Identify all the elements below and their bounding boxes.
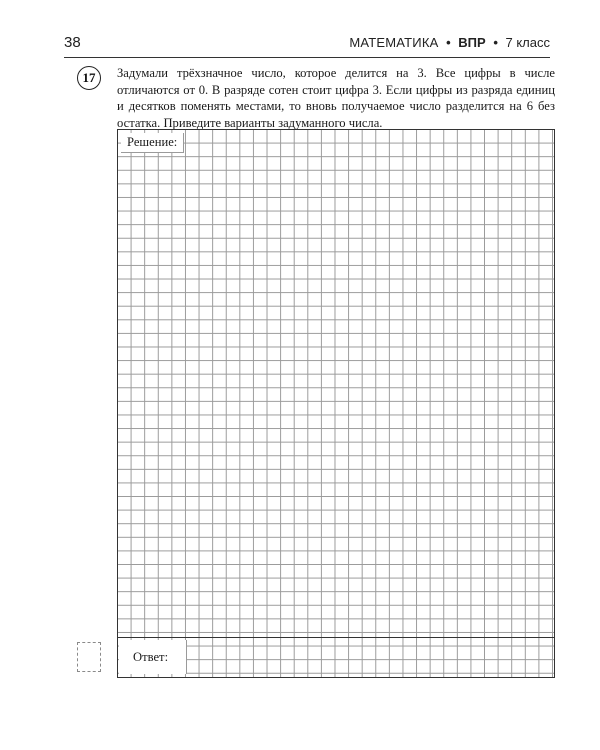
header-rule (64, 57, 550, 58)
solution-grid[interactable] (117, 129, 555, 678)
solution-label: Решение: (121, 133, 184, 153)
grade-label: 7 класс (505, 35, 550, 50)
subject-title: МАТЕМАТИКА (349, 35, 439, 50)
answer-divider (117, 637, 555, 638)
exam-title: ВПР (458, 35, 486, 50)
running-head (349, 35, 550, 50)
task-number-badge: 17 (77, 66, 101, 90)
page-number: 38 (64, 34, 81, 51)
score-box[interactable] (77, 642, 101, 672)
answer-label: Ответ: (119, 640, 187, 674)
separator-dot: • (446, 35, 451, 50)
task-statement: Задумали трёхзначное число, которое делится на 3. Все цифры в числе отличаются от 0. В разряде сотен стоит цифра 3. Если цифры из разряда единиц и десятков поменять местами, то вновь получаемое число разделится на 6 без остатка. Приведите варианты задуманного числа. (117, 66, 555, 130)
separator-dot-2: • (493, 35, 498, 50)
